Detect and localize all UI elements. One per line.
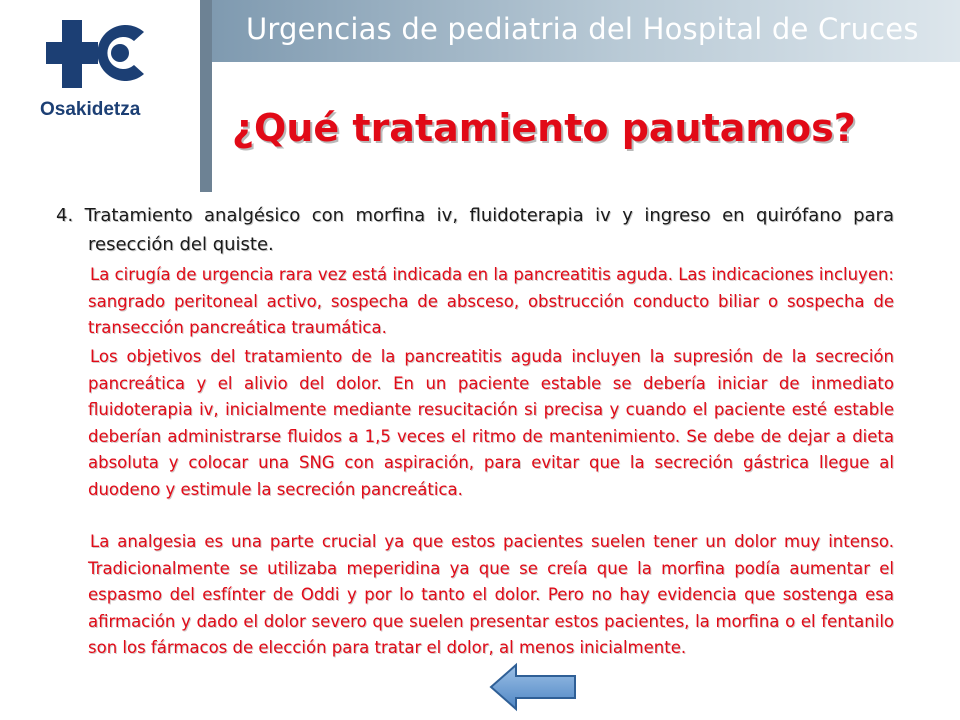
paragraph-surgery: La cirugía de urgencia rara vez está indicada en la pancreatitis aguda. Las indicaciones incluyen: sangrado peritoneal activo, sospecha de absceso, obstrucción conducto biliar o sospecha de transección pancreática traumática.	[88, 265, 894, 337]
logo-dot	[111, 44, 129, 62]
paragraph-objectives: Los objetivos del tratamiento de la pancreatitis aguda incluyen la supresión de la secreción pancreática y el alivio del dolor. En un paciente estable se debería iniciar de inmediato fluidoterapia iv, inicialmente mediante resucitación si precisa y cuando el paciente esté estable deberían administrarse fluidos a 1,5 veces el ritmo de mantenimiento. Se debe de dejar a dieta absoluta y colocar una SNG con aspiración, para evitar que la secreción gástrica llegue al duodeno y estimule la secreción pancreática.	[88, 347, 894, 499]
banner-title: Urgencias de pediatria del Hospital de Cruces	[246, 12, 919, 46]
logo-cross-horizontal	[46, 42, 98, 64]
left-arrow-icon	[491, 665, 575, 709]
page-title: ¿Qué tratamiento pautamos?	[232, 106, 856, 150]
treatment-point: 4. Tratamiento analgésico con morfina iv, fluidoterapia iv y ingreso en quirófano para resección del quiste.	[56, 205, 894, 255]
paragraph-analgesia: La analgesia es una parte crucial ya que estos pacientes suelen tener un dolor muy intenso. Tradicionalmente se utilizaba meperidina ya que se creía que la morfina podía aumentar el espasmo del esfínter de Oddi y por lo tanto el dolor. Pero no hay evidencia que sostenga esa afirmación y dado el dolor severo que suelen presentar estos pacientes, la morfina o el fentanilo son los fármacos de elección para tratar el dolor, al menos inicialmente.	[88, 532, 894, 657]
logo-text: Osakidetza	[40, 99, 141, 120]
vertical-divider	[200, 0, 212, 192]
back-arrow-button[interactable]	[488, 662, 578, 712]
